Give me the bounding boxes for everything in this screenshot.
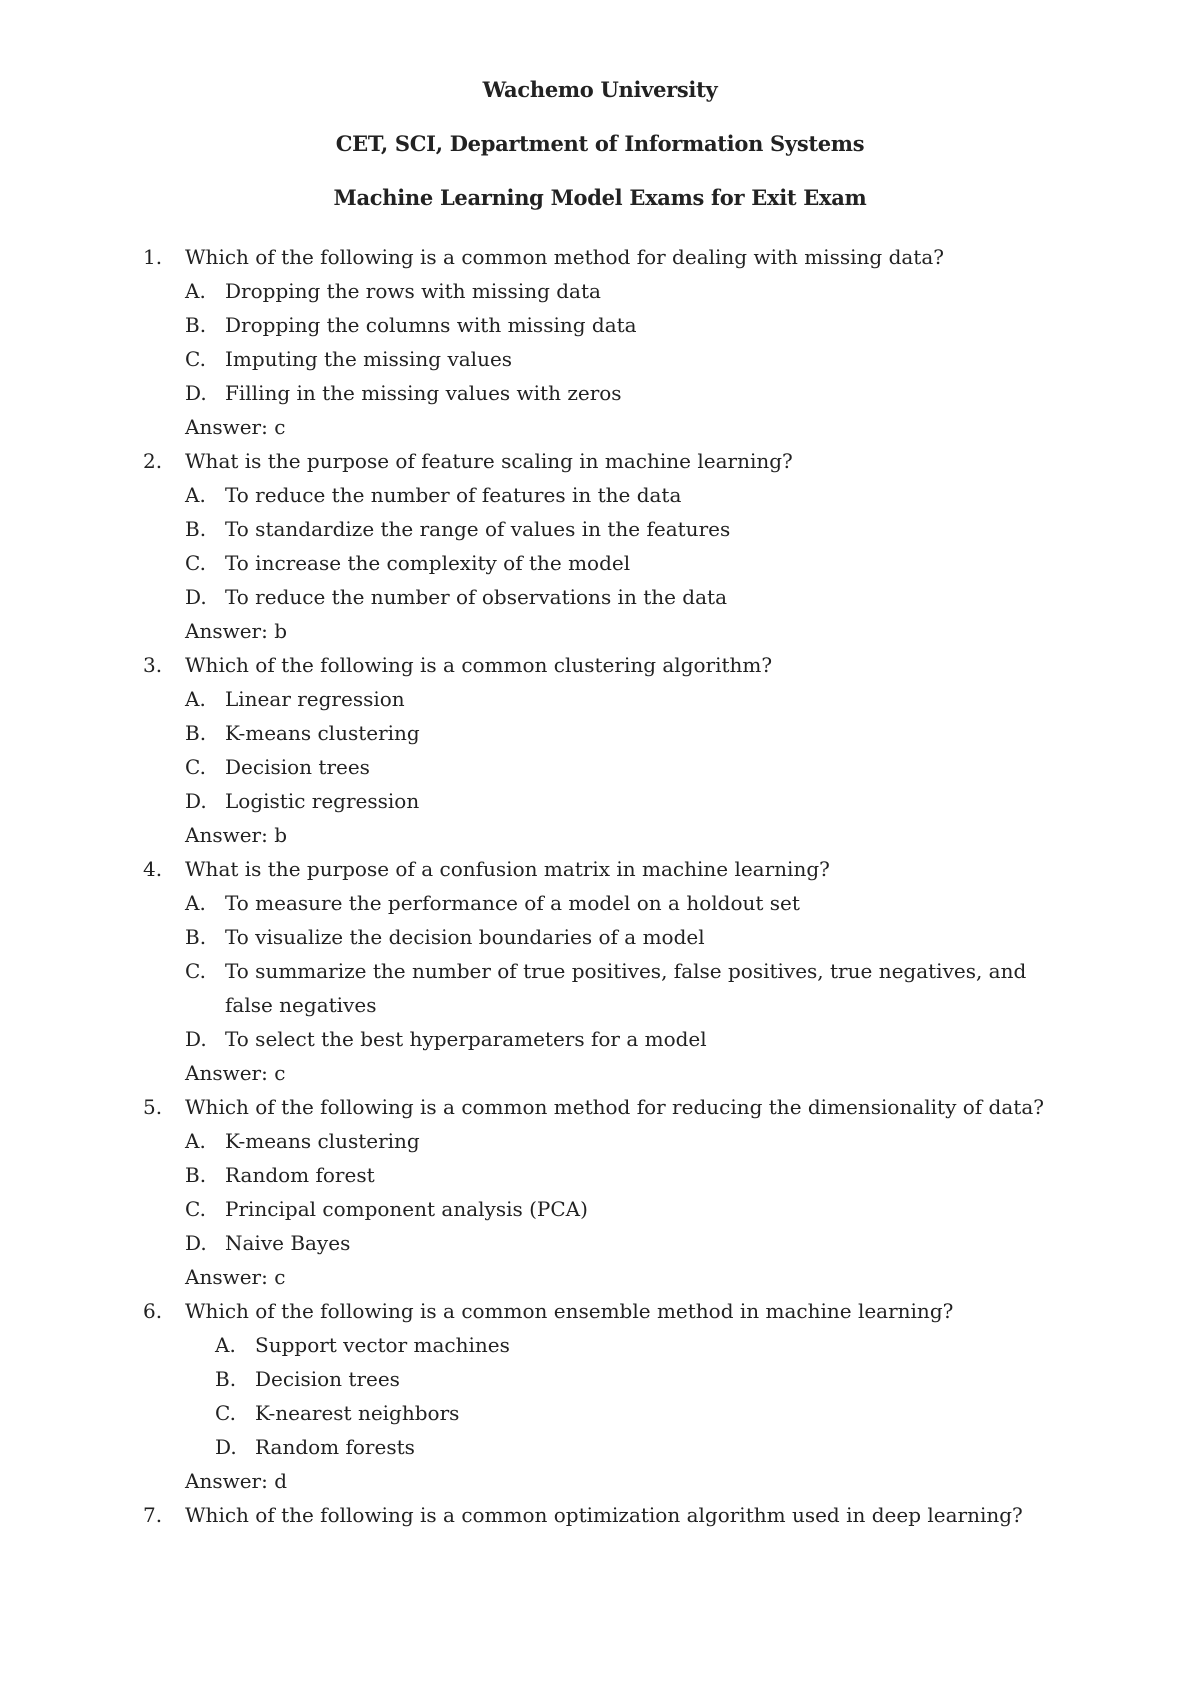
option-text: K-means clustering — [225, 1129, 420, 1153]
option-d — [143, 784, 1063, 818]
question-number: 2. — [143, 449, 163, 473]
option-b — [143, 1362, 1063, 1396]
question-text: Which of the following is a common optimization algorithm used in deep learning? — [185, 1503, 1023, 1527]
option-c — [143, 1192, 1063, 1226]
option-b — [143, 920, 1063, 954]
option-letter: C. — [185, 551, 206, 575]
option-a — [143, 478, 1063, 512]
option-letter: A. — [185, 891, 206, 915]
option-text: Decision trees — [255, 1367, 400, 1391]
option-a — [143, 1124, 1063, 1158]
question-list — [143, 240, 1063, 1532]
option-b — [143, 308, 1063, 342]
option-text: Logistic regression — [225, 789, 420, 813]
option-a — [143, 682, 1063, 716]
option-letter: D. — [185, 585, 207, 609]
option-d — [143, 580, 1063, 614]
option-letter: D. — [185, 789, 207, 813]
answer-line: Answer: d — [185, 1469, 288, 1493]
question-number: 3. — [143, 653, 163, 677]
university-title: Wachemo University — [482, 77, 718, 102]
question-text: Which of the following is a common ensemble method in machine learning? — [185, 1299, 954, 1323]
question-3 — [143, 648, 1063, 682]
question-text: Which of the following is a common clustering algorithm? — [185, 653, 773, 677]
question-text: Which of the following is a common method for reducing the dimensionality of data? — [185, 1095, 1044, 1119]
option-letter: C. — [185, 347, 206, 371]
option-text: Random forests — [255, 1435, 415, 1459]
question-5 — [143, 1090, 1063, 1124]
department-title: CET, SCI, Department of Information Systems — [335, 131, 865, 156]
option-text: Imputing the missing values — [225, 347, 513, 371]
option-letter: B. — [215, 1367, 237, 1391]
option-letter: B. — [185, 1163, 207, 1187]
option-text: To increase the complexity of the model — [225, 551, 631, 575]
option-text: Dropping the columns with missing data — [225, 313, 637, 337]
option-letter: C. — [215, 1401, 236, 1425]
option-letter: A. — [185, 483, 206, 507]
question-number: 7. — [143, 1503, 163, 1527]
question-1 — [143, 240, 1063, 274]
option-a — [143, 886, 1063, 920]
option-letter: B. — [185, 925, 207, 949]
option-text: To summarize the number of true positives, false positives, true negatives, and false negatives — [225, 959, 1027, 1017]
question-number: 1. — [143, 245, 163, 269]
option-a — [143, 274, 1063, 308]
question-text: Which of the following is a common method for dealing with missing data? — [185, 245, 944, 269]
option-letter: A. — [185, 279, 206, 303]
option-c — [143, 1396, 1063, 1430]
option-text: Linear regression — [225, 687, 405, 711]
option-text: To visualize the decision boundaries of a model — [225, 925, 705, 949]
option-text: To select the best hyperparameters for a model — [225, 1027, 707, 1051]
option-text: K-nearest neighbors — [255, 1401, 460, 1425]
option-letter: C. — [185, 755, 206, 779]
answer-line: Answer: c — [185, 1265, 286, 1289]
question-7 — [143, 1498, 1063, 1532]
answer-line: Answer: b — [185, 619, 288, 643]
answer-line: Answer: b — [185, 823, 288, 847]
question-number: 6. — [143, 1299, 163, 1323]
option-c — [143, 954, 1063, 1022]
answer-line: Answer: c — [185, 1061, 286, 1085]
option-text: Dropping the rows with missing data — [225, 279, 601, 303]
option-c — [143, 342, 1063, 376]
question-text: What is the purpose of feature scaling in machine learning? — [185, 449, 793, 473]
exam-title: Machine Learning Model Exams for Exit Exam — [333, 185, 867, 210]
option-text: Naive Bayes — [225, 1231, 351, 1255]
option-letter: B. — [185, 721, 207, 745]
option-text: To standardize the range of values in the features — [225, 517, 731, 541]
option-c — [143, 546, 1063, 580]
option-letter: D. — [185, 1231, 207, 1255]
option-d — [143, 376, 1063, 410]
question-text: What is the purpose of a confusion matrix in machine learning? — [185, 857, 830, 881]
option-d — [143, 1022, 1063, 1056]
option-text: Random forest — [225, 1163, 375, 1187]
option-letter: B. — [185, 517, 207, 541]
option-letter: A. — [215, 1333, 236, 1357]
option-letter: B. — [185, 313, 207, 337]
question-6 — [143, 1294, 1063, 1328]
option-c — [143, 750, 1063, 784]
option-letter: A. — [185, 1129, 206, 1153]
option-b — [143, 1158, 1063, 1192]
option-d — [143, 1430, 1063, 1464]
option-letter: C. — [185, 1197, 206, 1221]
option-text: To reduce the number of features in the data — [225, 483, 682, 507]
answer-line: Answer: c — [185, 415, 286, 439]
option-text: K-means clustering — [225, 721, 420, 745]
option-letter: D. — [215, 1435, 237, 1459]
option-text: Support vector machines — [255, 1333, 510, 1357]
option-text: To measure the performance of a model on a holdout set — [225, 891, 800, 915]
question-number: 4. — [143, 857, 163, 881]
option-a — [143, 1328, 1063, 1362]
option-letter: C. — [185, 959, 206, 983]
option-b — [143, 716, 1063, 750]
question-4 — [143, 852, 1063, 886]
question-number: 5. — [143, 1095, 163, 1119]
option-letter: A. — [185, 687, 206, 711]
option-text: Principal component analysis (PCA) — [225, 1197, 588, 1221]
option-text: Filling in the missing values with zeros — [225, 381, 622, 405]
option-b — [143, 512, 1063, 546]
option-letter: D. — [185, 381, 207, 405]
question-6-block — [143, 1294, 1063, 1498]
option-letter: D. — [185, 1027, 207, 1051]
option-d — [143, 1226, 1063, 1260]
question-2 — [143, 444, 1063, 478]
option-text: Decision trees — [225, 755, 370, 779]
option-text: To reduce the number of observations in the data — [225, 585, 727, 609]
